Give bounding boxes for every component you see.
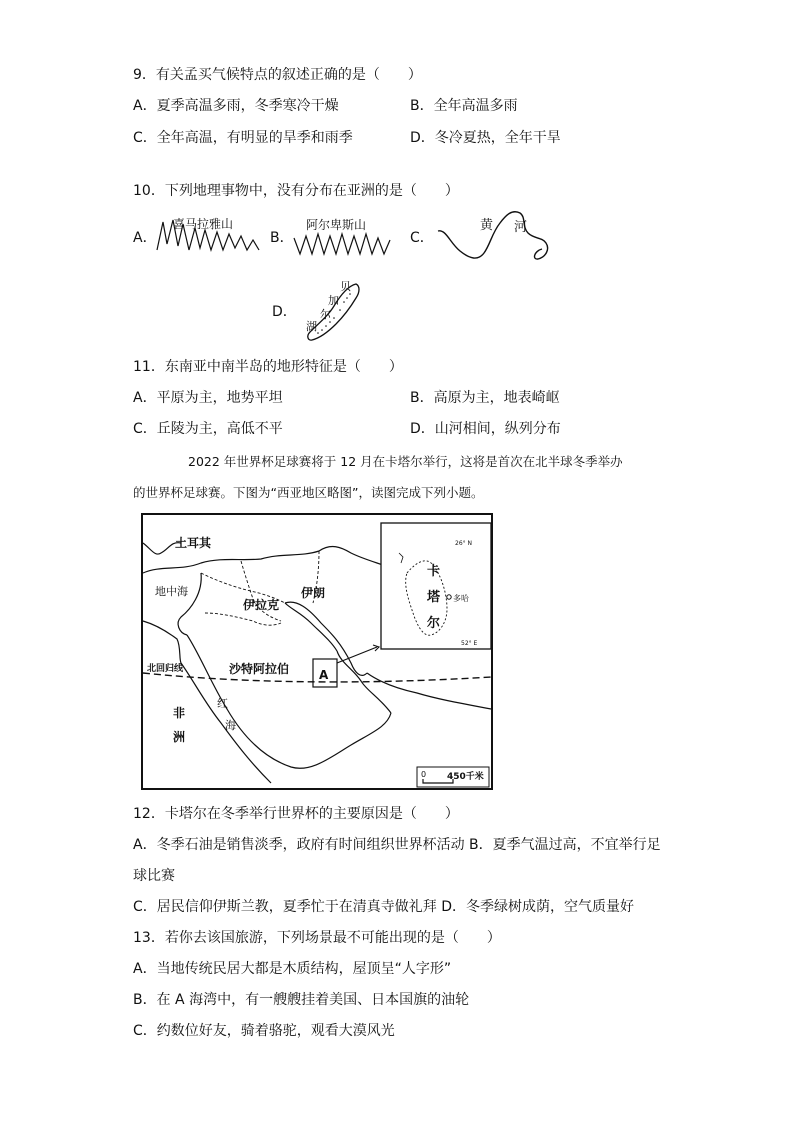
q13-option-b: B．在 A 海湾中，有一艘艘挂着美国、日本国旗的油轮	[133, 992, 470, 1008]
q12-option-b-cont: 球比赛	[133, 868, 175, 884]
scale-zero: 0	[421, 770, 427, 779]
label-africa-1: 非	[173, 706, 186, 720]
q13-stem: 13．若你去该国旅游，下列场景最不可能出现的是（ ）	[133, 930, 501, 946]
q10-option-c-letter: C．	[410, 230, 434, 246]
q9-option-b: B．全年高温多雨	[410, 98, 518, 114]
q13-option-a: A．当地传统民居大都是木质结构，屋顶呈“人字形”	[133, 961, 452, 977]
yellow-river-label-2: 河	[514, 220, 528, 235]
label-iran: 伊朗	[301, 586, 326, 600]
inset-label-qatar-1: 卡	[427, 564, 441, 579]
himalaya-mountain-icon	[153, 214, 263, 254]
q10-option-a-letter: A．	[133, 230, 157, 246]
label-red-sea-2: 海	[225, 719, 236, 732]
baikal-label-3: 尔	[320, 308, 331, 321]
label-turkey: 土耳其	[175, 536, 212, 550]
baikal-label-2: 加	[328, 294, 339, 307]
west-asia-map	[141, 513, 493, 790]
inset-label-qatar-3: 尔	[427, 616, 441, 631]
q12-option-ab: A．冬季石油是销售淡季，政府有时间组织世界杯活动 B．夏季气温过高，不宜举行足	[133, 837, 661, 853]
q11-option-b: B．高原为主，地表崎岖	[410, 390, 560, 406]
q10-option-d-letter: D．	[272, 304, 297, 320]
q13-option-c: C．约数位好友，骑着骆驼，观看大漠风光	[133, 1023, 395, 1039]
inset-label-doha: 多哈	[453, 594, 469, 603]
alps-label: 阿尔卑斯山	[306, 218, 367, 232]
label-iraq: 伊拉克	[243, 598, 280, 612]
q9-option-c: C．全年高温，有明显的旱季和雨季	[133, 130, 353, 146]
inset-label-lon: 52° E	[461, 640, 478, 647]
alps-mountain-icon	[292, 214, 392, 256]
inset-label-qatar-2: 塔	[427, 590, 441, 605]
inset-label-lat: 26° N	[455, 540, 473, 547]
himalaya-label: 喜马拉雅山	[173, 217, 234, 231]
q9-option-a: A．夏季高温多雨，冬季寒冷干燥	[133, 98, 339, 114]
label-saudi: 沙特阿拉伯	[229, 662, 290, 676]
baikal-label-1: 贝	[340, 280, 351, 293]
label-mediterranean: 地中海	[155, 585, 188, 598]
label-tropic: 北回归线	[147, 664, 184, 674]
q12-stem: 12．卡塔尔在冬季举行世界杯的主要原因是（ ）	[133, 806, 459, 822]
label-red-sea-1: 红	[217, 697, 228, 710]
yellow-river-label-1: 黄	[480, 218, 494, 233]
q11-stem: 11．东南亚中南半岛的地形特征是（ ）	[133, 359, 403, 375]
baikal-lake-icon	[300, 278, 370, 348]
label-africa-2: 洲	[173, 730, 186, 744]
yellow-river-icon	[432, 203, 557, 265]
q10-option-b-letter: B．	[270, 230, 294, 246]
label-bay-a: A	[319, 668, 329, 682]
q11-option-a: A．平原为主，地势平坦	[133, 390, 283, 406]
passage-line-2: 的世界杯足球赛。下图为“西亚地区略图”，读图完成下列小题。	[133, 485, 484, 500]
q9-option-d: D．冬冷夏热，全年干旱	[410, 130, 561, 146]
q12-option-cd: C．居民信仰伊斯兰教，夏季忙于在清真寺做礼拜 D．冬季绿树成荫，空气质量好	[133, 899, 635, 915]
passage-line-1: 2022 年世界杯足球赛将于 12 月在卡塔尔举行，这将是首次在北半球冬季举办	[188, 454, 623, 469]
q9-stem: 9．有关孟买气候特点的叙述正确的是（ ）	[133, 67, 422, 83]
baikal-label-4: 湖	[306, 320, 317, 333]
scale-label: 450千米	[447, 772, 484, 782]
q11-option-d: D．山河相间，纵列分布	[410, 421, 561, 437]
q11-option-c: C．丘陵为主，高低不平	[133, 421, 283, 437]
q10-stem: 10．下列地理事物中，没有分布在亚洲的是（ ）	[133, 183, 459, 199]
